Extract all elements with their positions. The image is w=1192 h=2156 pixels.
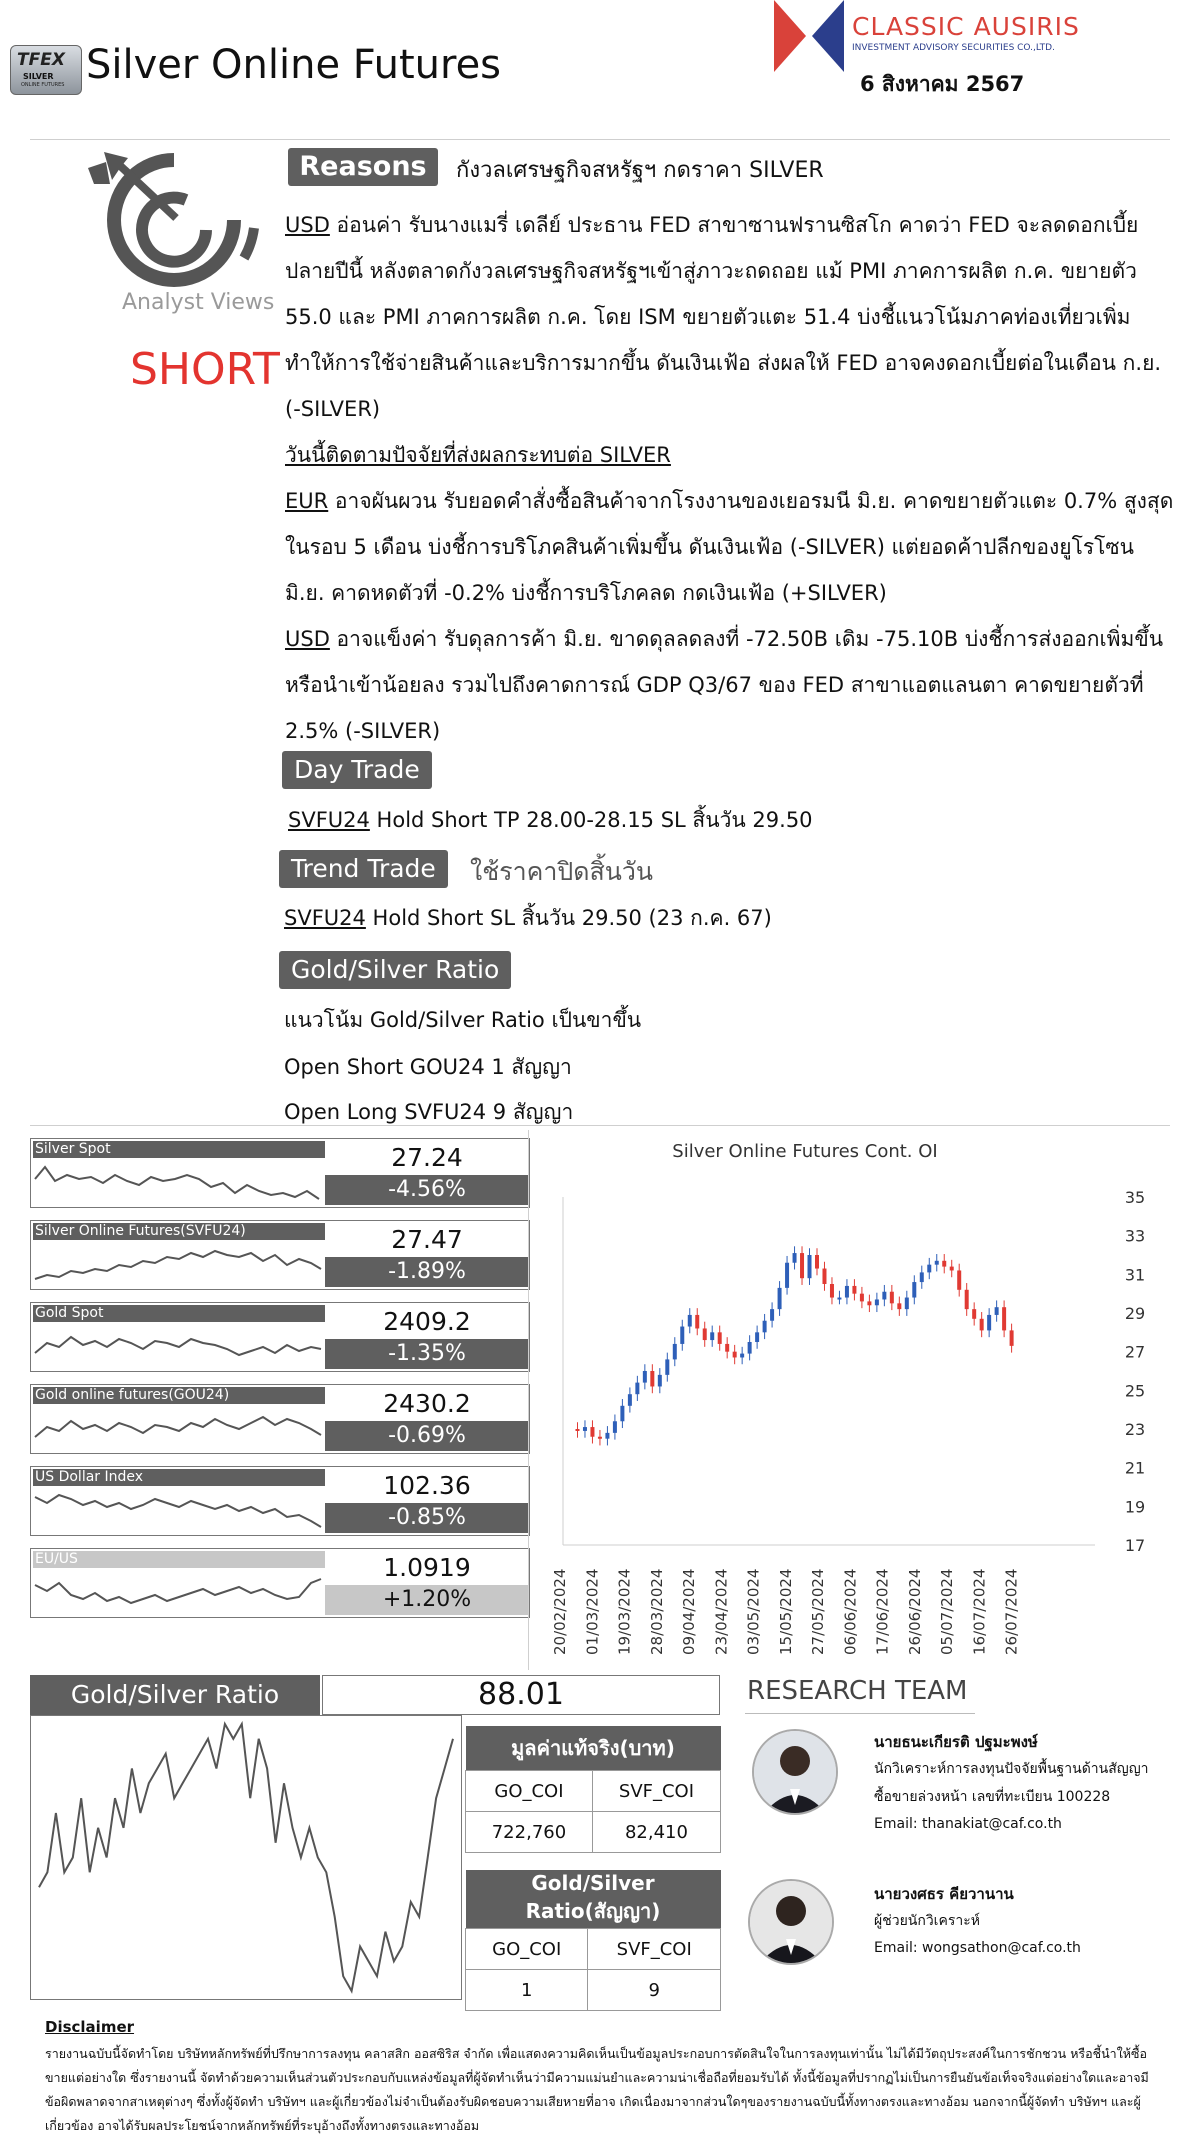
market-value: 2409.2 xyxy=(383,1307,471,1336)
y-tick-label: 25 xyxy=(1124,1381,1146,1401)
divider xyxy=(528,1130,529,1670)
table-header-cell: GO_COI xyxy=(466,1929,588,1970)
candle-body xyxy=(912,1282,916,1297)
table-title: มูลค่าแท้จริง(บาท) xyxy=(466,1726,721,1771)
x-tick-label: 01/03/2024 xyxy=(583,1568,602,1655)
page-title: Silver Online Futures xyxy=(86,42,502,88)
trend-trade-badge: Trend Trade xyxy=(279,850,448,888)
sparkline xyxy=(33,1569,323,1615)
candle-body xyxy=(673,1344,677,1359)
market-label: Silver Online Futures(SVFU24) xyxy=(33,1223,325,1240)
market-value: 27.47 xyxy=(391,1225,463,1254)
market-label: Gold online futures(GOU24) xyxy=(33,1387,325,1404)
candle-body xyxy=(793,1253,797,1263)
candle-body xyxy=(658,1375,662,1387)
analyst-role2-1: ซื้อขายล่วงหน้า เลขที่ทะเบียน 100228 xyxy=(874,1789,1111,1805)
currency-key-eur: EUR xyxy=(285,489,329,513)
market-label: US Dollar Index xyxy=(33,1469,325,1486)
candle-body xyxy=(748,1342,752,1354)
market-box-gold-spot xyxy=(30,1302,530,1372)
day-trade-badge: Day Trade xyxy=(282,751,432,789)
reason-paragraph-2 xyxy=(285,478,1180,616)
table-header-cell: GO_COI xyxy=(466,1771,593,1812)
brand-subtitle: INVESTMENT ADVISORY SECURITIES CO.,LTD. xyxy=(852,43,1055,53)
candle-body xyxy=(755,1332,759,1342)
table-contract-value xyxy=(465,1726,721,1853)
y-tick-label: 35 xyxy=(1124,1188,1146,1207)
candle-body xyxy=(733,1352,737,1358)
market-change: -0.85% xyxy=(325,1503,529,1533)
trend-trade-line xyxy=(284,902,772,935)
analyst-email-1: Email: thanakiat@caf.co.th xyxy=(874,1816,1062,1832)
analyst-name-2: นายวงศธร คียวานาน xyxy=(874,1885,1014,1903)
brand-name: CLASSIC AUSIRIS xyxy=(852,12,1080,41)
gs-ratio-line-2: Open Short GOU24 1 สัญญา xyxy=(284,1055,572,1079)
candles xyxy=(575,1246,1013,1445)
candle-body xyxy=(875,1299,879,1305)
market-change: -1.89% xyxy=(325,1257,529,1287)
market-box-us-dollar-index xyxy=(30,1466,530,1536)
table-header-cell: SVF_COI xyxy=(592,1771,720,1812)
market-box-gold-futures xyxy=(30,1384,530,1454)
x-tick-label: 05/07/2024 xyxy=(938,1568,956,1655)
candle-body xyxy=(905,1298,909,1310)
market-change: -1.35% xyxy=(325,1339,529,1369)
oi-chart xyxy=(530,1130,1180,1665)
candle-body xyxy=(680,1327,684,1344)
research-team-title: RESEARCH TEAM xyxy=(747,1676,968,1706)
candle-body xyxy=(605,1433,609,1439)
candle-body xyxy=(987,1315,991,1330)
x-tick-label: 17/06/2024 xyxy=(873,1568,892,1655)
candle-body xyxy=(650,1371,654,1386)
sparkline xyxy=(33,1159,323,1205)
analyst-views-label: Analyst Views xyxy=(122,290,275,315)
candle-body xyxy=(688,1315,692,1327)
candle-body xyxy=(852,1286,856,1294)
analyst-role-2: ผู้ช่วยนักวิเคราะห์ xyxy=(874,1913,980,1929)
candle-body xyxy=(778,1288,782,1309)
market-box-eu-us xyxy=(30,1548,530,1618)
candle-body xyxy=(710,1332,714,1340)
candle-body xyxy=(763,1321,767,1333)
candle-body xyxy=(1002,1307,1006,1330)
candle-body xyxy=(665,1359,669,1374)
candle-body xyxy=(785,1263,789,1288)
x-tick-label: 26/06/2024 xyxy=(905,1568,924,1655)
candle-body xyxy=(643,1371,647,1383)
x-tick-label: 27/05/2024 xyxy=(809,1568,827,1655)
table-cell: 82,410 xyxy=(592,1812,720,1853)
y-tick-label: 33 xyxy=(1124,1226,1146,1246)
reason-text-2: อาจผันผวน รับยอดคำสั่งซื้อสินค้าจากโรงงานของเยอรมนี มิ.ย. คาดขยายตัวแตะ 0.7% สูงสุดในรอบ 5 เดือน บ่งชี้การบริโภคสินค้าเพิ่มขึ้น ดันเงินเฟ้อ (-SILVER) แต่ยอดค้าปลีกของยูโรโซน มิ.ย. คาดหดตัวที่ -0.2% บ่งชี้การบริโภคลด กดเงินเฟ้อ (+SILVER) xyxy=(285,489,1174,605)
market-value: 2430.2 xyxy=(383,1389,471,1418)
x-tick-label: 06/06/2024 xyxy=(841,1568,860,1655)
person-icon xyxy=(754,1731,836,1813)
trend-trade-symbol: SVFU24 xyxy=(284,906,366,930)
y-tick-label: 19 xyxy=(1124,1497,1146,1517)
divider xyxy=(30,139,1170,140)
x-tick-label: 03/05/2024 xyxy=(744,1568,763,1655)
candle-body xyxy=(703,1328,707,1340)
candle-body xyxy=(957,1270,961,1289)
candle-body xyxy=(860,1294,864,1302)
currency-key-usd: USD xyxy=(285,213,330,237)
logo-top-text: TFEX xyxy=(17,50,65,70)
logo-bottom-text: ONLINE FUTURES xyxy=(21,82,65,88)
logo-mid-text: SILVER xyxy=(23,72,54,81)
gs-ratio-line-3: Open Long SVFU24 9 สัญญา xyxy=(284,1100,574,1124)
gs-ratio-badge: Gold/Silver Ratio xyxy=(279,951,511,989)
ratio-panel-value: 88.01 xyxy=(322,1675,720,1715)
candle-body xyxy=(725,1344,729,1352)
person-icon xyxy=(750,1881,832,1963)
sparkline xyxy=(33,1487,323,1533)
x-tick-label: 15/05/2024 xyxy=(776,1568,795,1655)
y-tick-label: 17 xyxy=(1124,1536,1146,1555)
candle-body xyxy=(972,1309,976,1319)
x-tick-label: 20/02/2024 xyxy=(551,1568,569,1655)
target-dart-icon xyxy=(84,150,274,290)
x-tick-label: 09/04/2024 xyxy=(680,1568,698,1655)
candle-body xyxy=(695,1315,699,1329)
candle-body xyxy=(950,1267,954,1271)
candle-body xyxy=(965,1290,969,1309)
candle-body xyxy=(718,1332,722,1344)
disclaimer-text: รายงานฉบับนี้จัดทำโดย บริษัทหลักทรัพย์ที่ปรึกษาการลงทุน คลาสสิก ออสซิริส จำกัด เพื่อแสดงความคิดเห็นเป็นข้อมูลประกอบการตัดสินใจในการลงทุนเท่านั้น ไม่ได้มีวัตถุประสงค์ในการชักชวน หรือชี้นำให้ซื้อขายแต่อย่างใด ซึ่งรายงานนี้ จัดทำด้วยความเห็นส่วนตัวประกอบกับแหล่งข้อมูลที่ผู้จัดทำเห็นว่ามีความแม่นยำและความน่าเชื่อถือที่ยอมรับได้ ทั้งนี้ข้อมูลที่ปรากฏไม่เป็นการยืนยันข้อเท็จจริงแต่อย่างใดและอาจมีข้อผิดพลาดจากสาเหตุต่างๆ ซึ่งทั้งผู้จัดทำ บริษัทฯ และผู้เกี่ยวข้องไม่จำเป็นต้องรับผิดชอบความเสียหายที่อาจ เกิดเนื่องมาจากส่วนใดๆของรายงานฉบับนี้ทั้งทางตรงและทางอ้อม นอกจากนี้ผู้จัดทำ บริษัทฯ และผู้เกี่ยวข้อง อาจได้รับผลประโยชน์จากหลักทรัพย์ที่ระบุอ้างถึงทั้งทางตรงและทางอ้อม xyxy=(45,2046,1149,2133)
candle-body xyxy=(942,1261,946,1267)
reasons-headline: กังวลเศรษฐกิจสหรัฐฯ กดราคา SILVER xyxy=(456,158,824,183)
market-label: EU/US xyxy=(33,1551,325,1568)
y-tick-label: 21 xyxy=(1124,1458,1146,1478)
ratio-line xyxy=(39,1724,453,1991)
table-title: Gold/Silver Ratio(สัญญา) xyxy=(466,1870,721,1929)
market-value: 27.24 xyxy=(391,1143,463,1172)
brand-logo xyxy=(774,0,1174,70)
market-label: Silver Spot xyxy=(33,1141,325,1158)
divider xyxy=(745,1713,975,1714)
gs-ratio-line-1: แนวโน้ม Gold/Silver Ratio เป็นขาขึ้น xyxy=(284,1008,642,1032)
y-tick-label: 29 xyxy=(1124,1304,1146,1323)
market-change: -0.69% xyxy=(325,1421,529,1451)
reason-paragraph-1 xyxy=(285,202,1180,432)
x-tick-label: 16/07/2024 xyxy=(970,1568,989,1655)
table-header-cell: SVF_COI xyxy=(588,1929,721,1970)
divider xyxy=(30,1125,1170,1126)
reason-paragraph-3 xyxy=(285,616,1180,754)
y-tick-label: 27 xyxy=(1124,1342,1146,1362)
brand-mark-icon xyxy=(774,0,849,72)
candle-body xyxy=(890,1292,894,1304)
market-change: +1.20% xyxy=(325,1585,529,1615)
sparkline xyxy=(33,1241,323,1287)
day-trade-symbol: SVFU24 xyxy=(288,808,370,832)
x-tick-label: 28/03/2024 xyxy=(647,1568,666,1655)
day-trade-text: Hold Short TP 28.00-28.15 SL สิ้นวัน 29.50 xyxy=(369,808,813,832)
avatar xyxy=(752,1729,838,1815)
reasons-badge: Reasons xyxy=(288,148,438,186)
candle-body xyxy=(620,1406,624,1421)
trend-trade-note: ใช้ราคาปิดสิ้นวัน xyxy=(470,857,653,886)
candle-body xyxy=(897,1303,901,1309)
candle-body xyxy=(628,1394,632,1406)
ratio-panel-title: Gold/Silver Ratio xyxy=(30,1675,320,1715)
candle-body xyxy=(808,1255,812,1278)
market-value: 1.0919 xyxy=(383,1553,471,1582)
candle-body xyxy=(740,1354,744,1358)
y-tick-label: 23 xyxy=(1124,1420,1146,1439)
candle-body xyxy=(920,1272,924,1282)
market-box-silver-futures xyxy=(30,1220,530,1290)
y-tick-label: 31 xyxy=(1124,1265,1146,1285)
candle-body xyxy=(800,1253,804,1278)
reason-text-1: อ่อนค่า รับนางแมรี่ เดลีย์ ประธาน FED สาขาซานฟรานซิสโก คาดว่า FED จะลดดอกเบี้ยปลายปีนี้ หลังตลาดกังวลเศรษฐกิจสหรัฐฯเข้าสู่ภาวะถดถอย แม้ PMI ภาคการผลิต ก.ค. ขยายตัว 55.0 และ PMI ภาคการผลิต ก.ค. โดย ISM ขยายตัวแตะ 51.4 บ่งชี้แนวโน้มภาคท่องเที่ยวเพิ่ม ทำให้การใช้จ่ายสินค้าและบริการมากขึ้น ดันเงินเฟ้อ ส่งผลให้ FED อาจคงดอกเบี้ยต่อในเดือน ก.ย. (-SILVER) xyxy=(285,213,1162,421)
table-cell: 1 xyxy=(466,1970,588,2011)
follow-heading xyxy=(285,432,1180,478)
analyst-email-2: Email: wongsathon@caf.co.th xyxy=(874,1940,1081,1956)
reason-text-3: อาจแข็งค่า รับดุลการค้า มิ.ย. ขาดดุลลดลงที่ -72.50B เดิม -75.10B บ่งชี้การส่งออกเพิ่มขึ้นหรือนำเข้าน้อยลง รวมไปถึงคาดการณ์ GDP Q3/67 ของ FED สาขาแอตแลนตา คาดขยายตัวที่ 2.5% (-SILVER) xyxy=(285,627,1164,743)
x-tick-label: 19/03/2024 xyxy=(615,1568,634,1655)
candle-body xyxy=(837,1298,841,1300)
tfex-logo xyxy=(10,45,82,95)
avatar xyxy=(748,1879,834,1965)
table-cell: 722,760 xyxy=(466,1812,593,1853)
sparkline xyxy=(33,1405,323,1451)
candle-body xyxy=(583,1427,587,1431)
x-tick-label: 26/07/2024 xyxy=(1002,1568,1021,1655)
candle-body xyxy=(935,1261,939,1265)
trend-trade-text: Hold Short SL สิ้นวัน 29.50 (23 ก.ค. 67) xyxy=(365,906,772,930)
candle-body xyxy=(882,1292,886,1300)
candle-body xyxy=(830,1284,834,1298)
candle-body xyxy=(927,1265,931,1273)
candle-body xyxy=(575,1429,579,1431)
day-trade-line xyxy=(288,804,813,837)
candle-body xyxy=(635,1383,639,1395)
market-change: -4.56% xyxy=(325,1175,529,1205)
sparkline xyxy=(33,1323,323,1369)
candle-body xyxy=(613,1421,617,1433)
market-box-silver-spot xyxy=(30,1138,530,1208)
candle-body xyxy=(1010,1330,1014,1345)
analyst-name-1: นายธนะเกียรติ ปฐมะพงษ์ xyxy=(874,1733,1038,1751)
candle-body xyxy=(815,1255,819,1269)
chart-title: Silver Online Futures Cont. OI xyxy=(672,1141,938,1162)
candle-body xyxy=(822,1269,826,1284)
analyst-role-1: นักวิเคราะห์การลงทุนปัจจัยพื้นฐานด้านสัญญา xyxy=(874,1761,1149,1777)
y-axis xyxy=(1125,1188,1145,1555)
table-ratio-contracts xyxy=(465,1870,721,2011)
candle-body xyxy=(867,1301,871,1305)
x-axis xyxy=(551,1569,1021,1655)
follow-text: วันนี้ติดตามปัจจัยที่ส่งผลกระทบต่อ SILVER xyxy=(285,443,671,467)
candle-body xyxy=(590,1427,594,1437)
disclaimer-title: Disclaimer xyxy=(45,2018,135,2036)
report-date: 6 สิงหาคม 2567 xyxy=(860,72,1025,96)
signal-label: SHORT xyxy=(130,344,280,395)
candle-body xyxy=(980,1319,984,1331)
candle-body xyxy=(598,1437,602,1439)
candle-body xyxy=(770,1309,774,1321)
market-value: 102.36 xyxy=(383,1471,471,1500)
currency-key-usd-2: USD xyxy=(285,627,330,651)
table-cell: 9 xyxy=(588,1970,721,2011)
ratio-chart xyxy=(30,1715,462,2000)
candle-body xyxy=(995,1307,999,1315)
market-label: Gold Spot xyxy=(33,1305,325,1322)
x-tick-label: 23/04/2024 xyxy=(712,1568,731,1655)
candle-body xyxy=(845,1286,849,1298)
